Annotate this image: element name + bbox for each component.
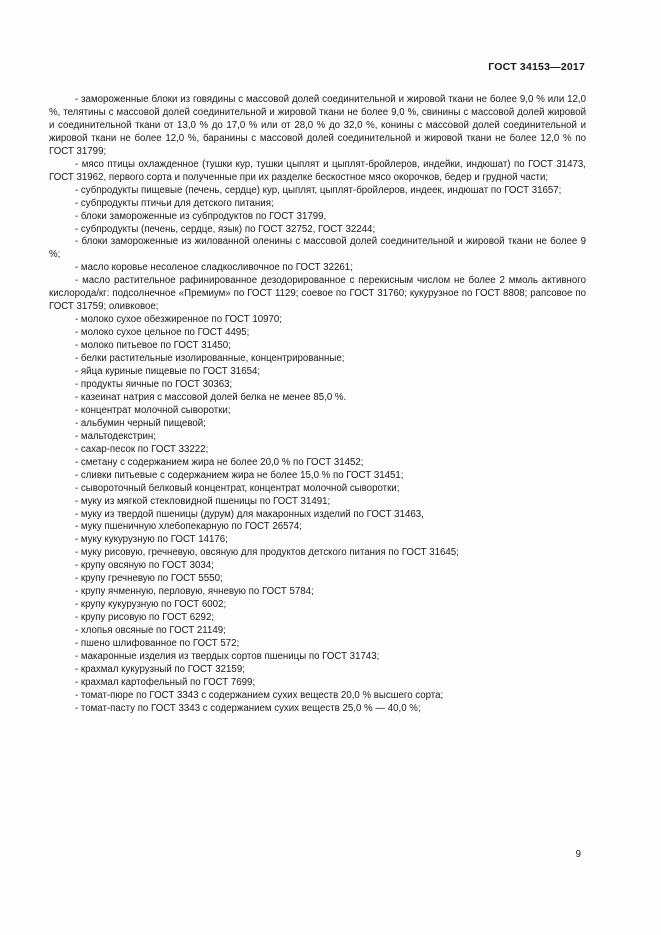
list-item: - замороженные блоки из говядины с массовой долей соединительной и жировой ткани не более 9,0 % или 12,0 %, телятины с массовой долей соединительной и жировой ткани не более 9,0 %, свинины с массовой долей жировой и соединительной ткани от 13,0 % до 17,0 % или от 28,0 % до 32,0 %, конины с массовой долей соединительной и жировой ткани не более 12,0 %, баранины с массовой долей соединительной и жировой ткани не более 12,0 % по ГОСТ 31799;	[49, 94, 586, 157]
list-item: - томат-пюре по ГОСТ 3343 с содержанием сухих веществ 20,0 % высшего сорта;	[75, 689, 444, 701]
list-item: - крупу рисовую по ГОСТ 6292;	[75, 612, 215, 624]
list-item: - томат-пасту по ГОСТ 3343 с содержанием сухих веществ 25,0 % — 40,0 %;	[75, 702, 421, 714]
list-item: - сывороточный белковый концентрат, концентрат молочной сыворотки;	[75, 482, 400, 494]
list-item: - муку рисовую, гречневую, овсяную для продуктов детского питания по ГОСТ 31645;	[75, 547, 459, 559]
list-item: - крупу ячменную, перловую, ячневую по ГОСТ 5784;	[75, 586, 314, 598]
list-item: - казеинат натрия с массовой долей белка не менее 85,0 %.	[75, 391, 347, 403]
list-item: - сливки питьевые с содержанием жира не более 15,0 % по ГОСТ 31451;	[75, 469, 404, 481]
list-item: - крупу гречневую по ГОСТ 5550;	[75, 573, 223, 585]
list-item: - сметану с содержанием жира не более 20,0 % по ГОСТ 31452;	[75, 456, 364, 468]
list-item: - субпродукты (печень, сердце, язык) по ГОСТ 32752, ГОСТ 32244;	[75, 223, 376, 235]
list-item: - субпродукты пищевые (печень, сердце) кур, цыплят, цыплят-бройлеров, индеек, индюшат по ГОСТ 31657;	[75, 184, 562, 196]
list-item: - альбумин черный пищевой;	[75, 417, 206, 429]
list-item: - яйца куриные пищевые по ГОСТ 31654;	[75, 366, 261, 378]
list-item: - муку из мягкой стекловидной пшеницы по ГОСТ 31491;	[75, 495, 331, 507]
list-item: - мальтодекстрин;	[75, 430, 156, 442]
list-item: - муку пшеничную хлебопекарную по ГОСТ 26574;	[75, 521, 302, 533]
document-code-header: ГОСТ 34153—2017	[488, 61, 585, 73]
list-item: - пшено шлифованное по ГОСТ 572;	[75, 638, 240, 650]
page-number: 9	[575, 849, 581, 860]
list-item: - молоко питьевое по ГОСТ 31450;	[75, 340, 231, 352]
list-item: - масло коровье несоленое сладкосливочное по ГОСТ 32261;	[75, 262, 353, 274]
list-item: - масло растительное рафинированное дезодорированное с перекисным числом не более 2 ммоль активного кислорода/кг: подсолнечное «Премиум» по ГОСТ 1129; соевое по ГОСТ 31760; кукурузное по ГОСТ 8808; рапсовое по ГОСТ 31759; оливковое;	[49, 275, 586, 313]
list-item: - концентрат молочной сыворотки;	[75, 404, 231, 416]
list-item: - хлопья овсяные по ГОСТ 21149;	[75, 625, 226, 637]
list-item: - молоко сухое цельное по ГОСТ 4495;	[75, 327, 250, 339]
list-item: - крахмал картофельный по ГОСТ 7699;	[75, 676, 256, 688]
list-item: - блоки замороженные из субпродуктов по ГОСТ 31799,	[75, 210, 327, 222]
list-item: - продукты яичные по ГОСТ 30363;	[75, 378, 233, 390]
list-item: - молоко сухое обезжиренное по ГОСТ 10970;	[75, 314, 282, 326]
list-item: - сахар-песок по ГОСТ 33222;	[75, 443, 209, 455]
list-item: - крахмал кукурузный по ГОСТ 32159;	[75, 663, 245, 675]
list-item: - макаронные изделия из твердых сортов пшеницы по ГОСТ 31743;	[75, 650, 380, 662]
list-item: - блоки замороженные из жилованной оленины с массовой долей соединительной и жировой ткани не более 9 %;	[49, 236, 586, 261]
list-item: - муку из твердой пшеницы (дурум) для макаронных изделий по ГОСТ 31463,	[75, 508, 424, 520]
list-item: - крупу кукурузную по ГОСТ 6002;	[75, 599, 227, 611]
list-item: - мясо птицы охлажденное (тушки кур, тушки цыплят и цыплят-бройлеров, индейки, индюшат) по ГОСТ 31473, ГОСТ 31962, первого сорта и полученные при их разделке бескостное мясо окорочков, бедер и грудной части;	[49, 158, 586, 183]
list-item: - субпродукты птичьи для детского питания;	[75, 197, 274, 209]
list-item: - муку кукурузную по ГОСТ 14176;	[75, 534, 228, 546]
list-item: - белки растительные изолированные, концентрированные;	[75, 353, 345, 365]
document-body	[49, 94, 586, 716]
list-item: - крупу овсяную по ГОСТ 3034;	[75, 560, 214, 572]
